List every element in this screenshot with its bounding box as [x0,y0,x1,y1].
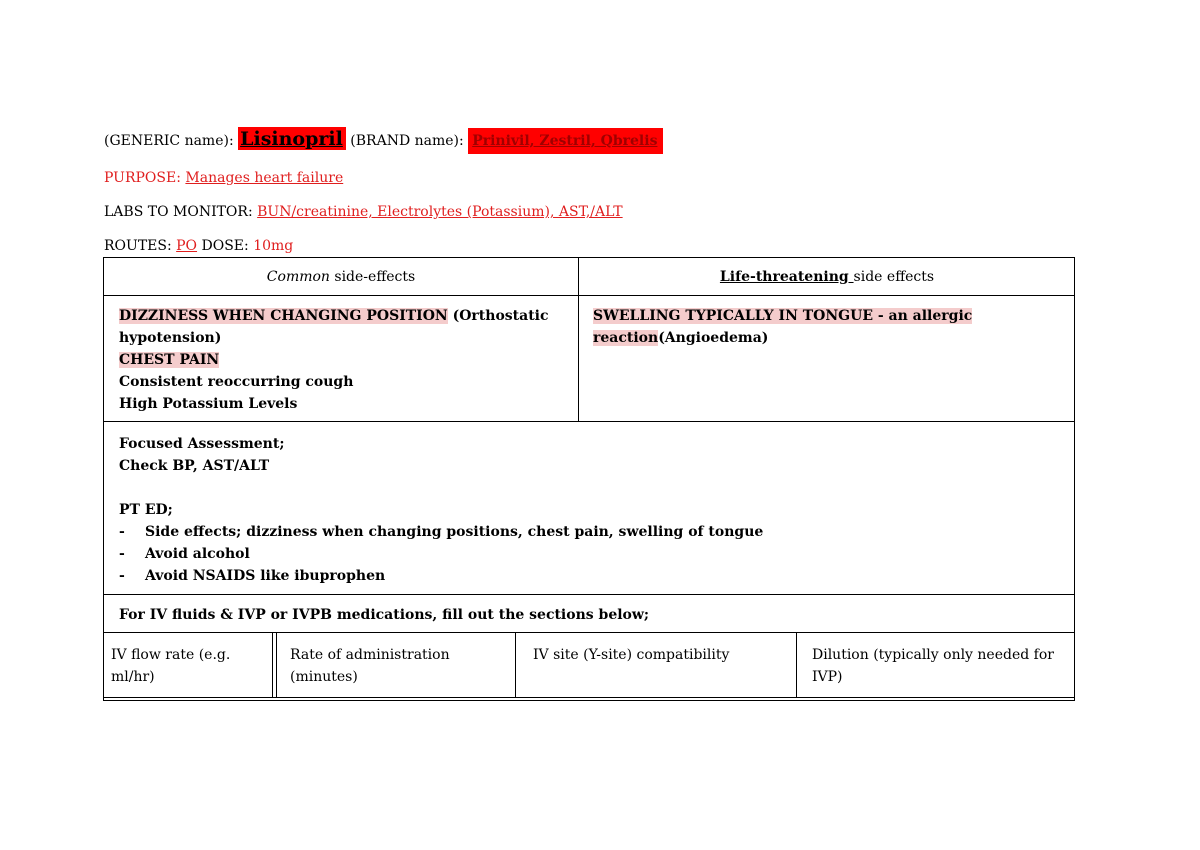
common-item-1-rest: (Orthostatic [447,308,549,324]
common-item-3: Consistent reoccurring cough [119,374,354,390]
assessment-section [119,433,1059,587]
life-item-line2-highlight: reaction [593,330,659,346]
table-rule [272,632,273,698]
table-rule [796,632,797,698]
table-rule [276,632,277,698]
common-header-rest: side-effects [329,269,416,285]
dose-label: DOSE: [201,238,249,254]
iv-col-ysite: IV site (Y-site) compatibility [533,647,730,663]
iv-col-flow-rate: IV flow rate (e.g. ml/hr) [111,647,231,685]
pt-ed-list [103,521,1059,587]
common-header-em: Common [266,269,330,285]
life-threatening-header [579,266,1075,288]
dose-value: 10mg [253,238,294,254]
life-threatening-list [593,305,1063,349]
pt-ed-title: PT ED; [119,502,173,518]
assessment-check: Check BP, AST/ALT [119,458,270,474]
table-rule [515,632,516,698]
routes-line [104,238,293,254]
common-item-4: High Potassium Levels [119,396,298,412]
common-item-1-highlight: DIZZINESS WHEN CHANGING POSITION [119,308,448,324]
common-side-effects-header [104,266,578,288]
iv-col-rate-admin: Rate of administration (minutes) [290,647,450,685]
common-side-effects-list [119,305,569,415]
brand-names: Prinivil, Zestril, Qbrelis [468,128,663,154]
iv-col-dilution: Dilution (typically only needed for IVP) [812,647,1054,685]
table-rule [103,697,1075,698]
pt-ed-item: - Avoid NSAIDS like ibuprophen [103,565,1059,587]
life-header-rest: side effects [853,269,935,285]
common-item-2: CHEST PAIN [119,352,220,368]
common-item-1-line2: hypotension) [119,330,222,346]
life-item-line1: SWELLING TYPICALLY IN TONGUE - an allergic [593,308,973,324]
life-item-line2-rest: (Angioedema) [658,330,769,346]
purpose-line [104,170,343,186]
brand-label: (BRAND name): [350,133,464,149]
labs-line [104,204,623,220]
route-value: PO [176,238,198,254]
labs-value: BUN/creatinine, Electrolytes (Potassium), AST,/ALT [257,204,623,220]
pt-ed-item: - Side effects; dizziness when changing positions, chest pain, swelling of tongue [103,521,1059,543]
table-rule [103,594,1075,595]
life-header-ul: Life-threatening [719,269,854,285]
table-rule [103,632,1075,633]
purpose-value: Manages heart failure [185,170,344,186]
purpose-label: PURPOSE: [104,170,181,186]
table-rule [103,295,1075,296]
generic-label: (GENERIC name): [104,133,234,149]
common-item-1 [119,305,569,327]
drug-name-line [104,128,663,150]
pt-ed-item: - Avoid alcohol [103,543,1059,565]
labs-label: LABS TO MONITOR: [104,204,253,220]
table-rule [103,421,1075,422]
drug-name: Lisinopril [238,127,346,150]
iv-instruction: For IV fluids & IVP or IVPB medications, fill out the sections below; [119,607,650,623]
assessment-title: Focused Assessment; [119,436,285,452]
routes-label: ROUTES: [104,238,172,254]
